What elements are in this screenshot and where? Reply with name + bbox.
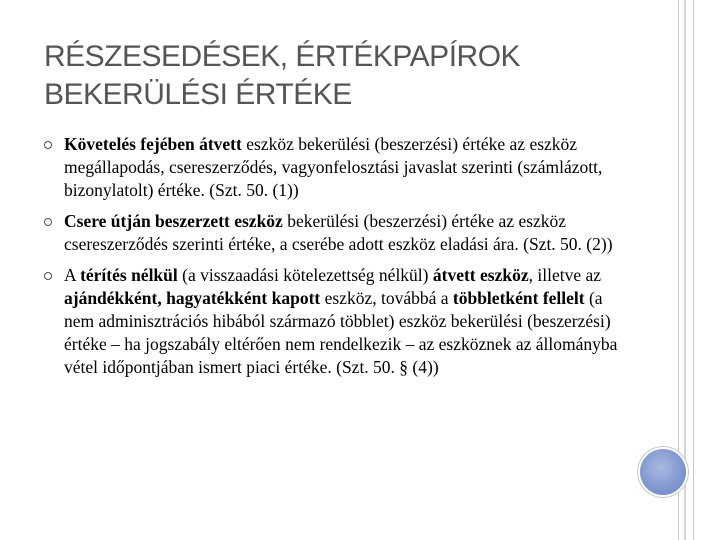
bullet-text-bold: átvett eszköz xyxy=(432,265,529,285)
bullet-circle-icon xyxy=(44,218,52,226)
bullet-circle-icon xyxy=(44,272,52,280)
bullet-text-bold: többletként fellelt xyxy=(452,288,585,308)
bullet-item xyxy=(44,210,624,256)
bullet-text-bold: ajándékként, hagyatékként kapott xyxy=(64,288,321,308)
bullet-item xyxy=(44,264,624,379)
bullet-item xyxy=(44,133,624,202)
bullet-text: , illetve az xyxy=(528,265,602,285)
bullet-circle-icon xyxy=(44,141,52,149)
decorative-circle xyxy=(640,449,686,495)
bullet-text: eszköz bekerülési (beszerzési) értéke az eszköz megállapodás, csereszerződés, vagyonfelosztási javaslat szerinti (számlázott, bizonylatolt) értéke. (Szt. 50. (1)) xyxy=(64,134,603,200)
bullet-text: A xyxy=(64,265,81,285)
bullet-text: bekerülési (beszerzési) értéke az eszköz csereszerződés szerinti értéke, a cserébe adott eszköz eladási ára. (Szt. 50. (2)) xyxy=(64,211,613,254)
bullet-text-bold: térítés nélkül xyxy=(80,265,178,285)
bullet-text: eszköz, továbbá a xyxy=(320,288,453,308)
bullet-text: (a visszaadási kötelezettség nélkül) xyxy=(177,265,433,285)
bullet-text-bold: Csere útján beszerzett eszköz xyxy=(64,211,283,231)
bullet-list xyxy=(44,133,624,387)
bullet-text: (a nem adminisztrációs hibából származó többlet) eszköz bekerülési (beszerzési) értéke – ha jogszabály eltérően nem rendelkezik – az eszköznek az állományba vétel időpontjában ismert piaci értéke. (Szt. 50. § (4)) xyxy=(64,288,618,377)
slide-title-line-2: BEKERÜLÉSI ÉRTÉKE xyxy=(44,78,352,111)
slide-title xyxy=(44,38,604,114)
slide-title-line-1: RÉSZESEDÉSEK, ÉRTÉKPAPÍROK xyxy=(44,40,521,73)
bullet-text-bold: Követelés fejében átvett xyxy=(64,134,242,154)
